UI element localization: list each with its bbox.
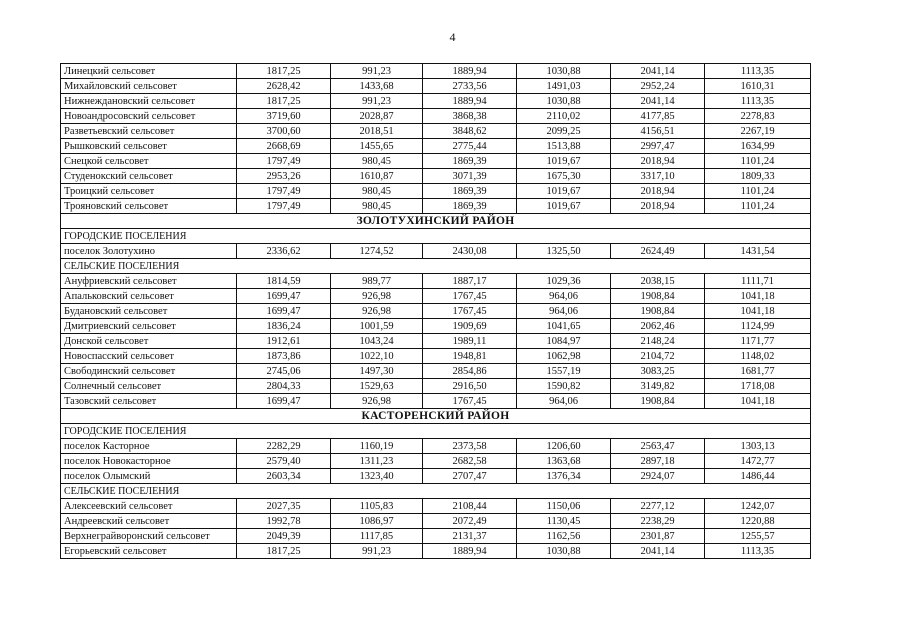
- value-cell-3: 1887,17: [423, 274, 517, 289]
- value-cell-5: 2277,12: [611, 499, 705, 514]
- value-cell-5: 2041,14: [611, 64, 705, 79]
- value-cell-5: 2624,49: [611, 244, 705, 259]
- value-cell-2: 1001,59: [331, 319, 423, 334]
- section-label: СЕЛЬСКИЕ ПОСЕЛЕНИЯ: [61, 484, 811, 499]
- settlement-name: Егорьевский сельсовет: [61, 544, 237, 559]
- table-row: [61, 439, 811, 454]
- value-cell-3: 1948,81: [423, 349, 517, 364]
- table-row: [61, 169, 811, 184]
- value-cell-6: 1101,24: [705, 184, 811, 199]
- table-row: [61, 139, 811, 154]
- section-header-row: [61, 424, 811, 439]
- value-cell-2: 1117,85: [331, 529, 423, 544]
- section-header-row: [61, 229, 811, 244]
- section-label: ГОРОДСКИЕ ПОСЕЛЕНИЯ: [61, 229, 811, 244]
- value-cell-3: 1889,94: [423, 64, 517, 79]
- value-cell-3: 1767,45: [423, 394, 517, 409]
- value-cell-5: 2897,18: [611, 454, 705, 469]
- value-cell-4: 1041,65: [517, 319, 611, 334]
- value-cell-4: 1675,30: [517, 169, 611, 184]
- value-cell-5: 2997,47: [611, 139, 705, 154]
- settlement-name: Разветьевский сельсовет: [61, 124, 237, 139]
- value-cell-4: 1376,34: [517, 469, 611, 484]
- value-cell-1: 1797,49: [237, 184, 331, 199]
- settlement-name: поселок Касторное: [61, 439, 237, 454]
- settlement-name: поселок Новокасторное: [61, 454, 237, 469]
- settlement-name: Новоспасский сельсовет: [61, 349, 237, 364]
- value-cell-3: 1767,45: [423, 289, 517, 304]
- value-cell-5: 2301,87: [611, 529, 705, 544]
- value-cell-4: 964,06: [517, 289, 611, 304]
- settlement-name: Будановский сельсовет: [61, 304, 237, 319]
- value-cell-2: 991,23: [331, 544, 423, 559]
- value-cell-3: 1909,69: [423, 319, 517, 334]
- table-row: [61, 544, 811, 559]
- value-cell-6: 1124,99: [705, 319, 811, 334]
- value-cell-5: 2018,94: [611, 154, 705, 169]
- value-cell-3: 2916,50: [423, 379, 517, 394]
- value-cell-5: 2238,29: [611, 514, 705, 529]
- section-label: ГОРОДСКИЕ ПОСЕЛЕНИЯ: [61, 424, 811, 439]
- value-cell-5: 2924,07: [611, 469, 705, 484]
- settlement-name: Снецкой сельсовет: [61, 154, 237, 169]
- value-cell-6: 1255,57: [705, 529, 811, 544]
- table-row: [61, 184, 811, 199]
- settlement-name: Ануфриевский сельсовет: [61, 274, 237, 289]
- value-cell-2: 1323,40: [331, 469, 423, 484]
- table-row: [61, 244, 811, 259]
- value-cell-6: 2267,19: [705, 124, 811, 139]
- value-cell-2: 926,98: [331, 394, 423, 409]
- value-cell-6: 1148,02: [705, 349, 811, 364]
- table-row: [61, 469, 811, 484]
- value-cell-5: 2563,47: [611, 439, 705, 454]
- value-cell-3: 2854,86: [423, 364, 517, 379]
- value-cell-2: 1105,83: [331, 499, 423, 514]
- value-cell-3: 2430,08: [423, 244, 517, 259]
- table-body: [61, 64, 811, 559]
- page-number: 4: [449, 30, 456, 44]
- value-cell-5: 4156,51: [611, 124, 705, 139]
- value-cell-3: 2707,47: [423, 469, 517, 484]
- value-cell-5: 2018,94: [611, 184, 705, 199]
- value-cell-2: 1022,10: [331, 349, 423, 364]
- value-cell-4: 1030,88: [517, 64, 611, 79]
- value-cell-3: 2733,56: [423, 79, 517, 94]
- value-cell-2: 1086,97: [331, 514, 423, 529]
- value-cell-4: 2099,25: [517, 124, 611, 139]
- value-cell-3: 1869,39: [423, 154, 517, 169]
- value-cell-6: 1472,77: [705, 454, 811, 469]
- value-cell-5: 1908,84: [611, 394, 705, 409]
- value-cell-4: 964,06: [517, 304, 611, 319]
- value-cell-6: 1111,71: [705, 274, 811, 289]
- value-cell-1: 1797,49: [237, 154, 331, 169]
- value-cell-2: 991,23: [331, 94, 423, 109]
- settlement-name: Верхнеграйворонский сельсовет: [61, 529, 237, 544]
- settlement-name: Андреевский сельсовет: [61, 514, 237, 529]
- value-cell-3: 2131,37: [423, 529, 517, 544]
- value-cell-1: 2603,34: [237, 469, 331, 484]
- value-cell-4: 1150,06: [517, 499, 611, 514]
- settlement-name: Троицкий сельсовет: [61, 184, 237, 199]
- table-row: [61, 64, 811, 79]
- value-cell-6: 1041,18: [705, 394, 811, 409]
- value-cell-2: 1311,23: [331, 454, 423, 469]
- value-cell-1: 2579,40: [237, 454, 331, 469]
- table-row: [61, 514, 811, 529]
- value-cell-4: 1062,98: [517, 349, 611, 364]
- value-cell-3: 2775,44: [423, 139, 517, 154]
- value-cell-2: 1274,52: [331, 244, 423, 259]
- table-row: [61, 379, 811, 394]
- value-cell-2: 1043,24: [331, 334, 423, 349]
- settlement-name: Апальковский сельсовет: [61, 289, 237, 304]
- table-row: [61, 289, 811, 304]
- value-cell-3: 2373,58: [423, 439, 517, 454]
- value-cell-2: 1160,19: [331, 439, 423, 454]
- value-cell-6: 1486,44: [705, 469, 811, 484]
- value-cell-3: 1889,94: [423, 94, 517, 109]
- value-cell-5: 3149,82: [611, 379, 705, 394]
- value-cell-1: 2804,33: [237, 379, 331, 394]
- settlement-name: Михайловский сельсовет: [61, 79, 237, 94]
- settlement-name: Дмитриевский сельсовет: [61, 319, 237, 334]
- value-cell-6: 1718,08: [705, 379, 811, 394]
- value-cell-1: 2668,69: [237, 139, 331, 154]
- value-cell-1: 1817,25: [237, 64, 331, 79]
- value-cell-4: 1130,45: [517, 514, 611, 529]
- settlement-name: Рышковский сельсовет: [61, 139, 237, 154]
- value-cell-2: 989,77: [331, 274, 423, 289]
- value-cell-5: 2018,94: [611, 199, 705, 214]
- settlement-name: Донской сельсовет: [61, 334, 237, 349]
- value-cell-6: 1113,35: [705, 64, 811, 79]
- table-row: [61, 334, 811, 349]
- value-cell-5: 1908,84: [611, 304, 705, 319]
- value-cell-1: 1992,78: [237, 514, 331, 529]
- value-cell-5: 2148,24: [611, 334, 705, 349]
- value-cell-1: 1817,25: [237, 544, 331, 559]
- table-row: [61, 319, 811, 334]
- tariff-table: [60, 63, 811, 559]
- value-cell-3: 2108,44: [423, 499, 517, 514]
- table-row: [61, 349, 811, 364]
- table-row: [61, 154, 811, 169]
- value-cell-1: 2336,62: [237, 244, 331, 259]
- value-cell-6: 1431,54: [705, 244, 811, 259]
- value-cell-1: 1699,47: [237, 394, 331, 409]
- value-cell-2: 1455,65: [331, 139, 423, 154]
- value-cell-6: 1041,18: [705, 289, 811, 304]
- value-cell-1: 1814,59: [237, 274, 331, 289]
- value-cell-1: 2745,06: [237, 364, 331, 379]
- value-cell-6: 1681,77: [705, 364, 811, 379]
- value-cell-5: 3083,25: [611, 364, 705, 379]
- table-row: [61, 94, 811, 109]
- table-row: [61, 499, 811, 514]
- value-cell-4: 1084,97: [517, 334, 611, 349]
- value-cell-4: 1590,82: [517, 379, 611, 394]
- value-cell-4: 1325,50: [517, 244, 611, 259]
- value-cell-3: 2682,58: [423, 454, 517, 469]
- value-cell-5: 2062,46: [611, 319, 705, 334]
- table-row: [61, 109, 811, 124]
- value-cell-3: 1869,39: [423, 199, 517, 214]
- settlement-name: поселок Золотухино: [61, 244, 237, 259]
- table-row: [61, 199, 811, 214]
- table-row: [61, 454, 811, 469]
- value-cell-1: 2628,42: [237, 79, 331, 94]
- district-name: ЗОЛОТУХИНСКИЙ РАЙОН: [61, 214, 811, 229]
- table-row: [61, 394, 811, 409]
- value-cell-2: 1497,30: [331, 364, 423, 379]
- table-row: [61, 124, 811, 139]
- value-cell-2: 1529,63: [331, 379, 423, 394]
- section-header-row: [61, 259, 811, 274]
- value-cell-1: 1797,49: [237, 199, 331, 214]
- settlement-name: Свободинский сельсовет: [61, 364, 237, 379]
- settlement-name: Тазовский сельсовет: [61, 394, 237, 409]
- value-cell-1: 1836,24: [237, 319, 331, 334]
- value-cell-3: 3848,62: [423, 124, 517, 139]
- value-cell-4: 1363,68: [517, 454, 611, 469]
- value-cell-4: 1162,56: [517, 529, 611, 544]
- settlement-name: Алексеевский сельсовет: [61, 499, 237, 514]
- district-header-row: [61, 409, 811, 424]
- value-cell-3: 1869,39: [423, 184, 517, 199]
- value-cell-2: 1433,68: [331, 79, 423, 94]
- value-cell-6: 1101,24: [705, 199, 811, 214]
- value-cell-1: 2027,35: [237, 499, 331, 514]
- district-name: КАСТОРЕНСКИЙ РАЙОН: [61, 409, 811, 424]
- value-cell-3: 1889,94: [423, 544, 517, 559]
- value-cell-3: 1989,11: [423, 334, 517, 349]
- value-cell-4: 1030,88: [517, 94, 611, 109]
- settlement-name: Новоандросовский сельсовет: [61, 109, 237, 124]
- value-cell-1: 2049,39: [237, 529, 331, 544]
- value-cell-6: 1634,99: [705, 139, 811, 154]
- value-cell-3: 2072,49: [423, 514, 517, 529]
- value-cell-5: 2041,14: [611, 544, 705, 559]
- value-cell-5: 4177,85: [611, 109, 705, 124]
- value-cell-1: 1817,25: [237, 94, 331, 109]
- value-cell-1: 2282,29: [237, 439, 331, 454]
- value-cell-6: 1610,31: [705, 79, 811, 94]
- table-row: [61, 529, 811, 544]
- settlement-name: поселок Олымский: [61, 469, 237, 484]
- value-cell-3: 1767,45: [423, 304, 517, 319]
- value-cell-6: 1242,07: [705, 499, 811, 514]
- value-cell-4: 1030,88: [517, 544, 611, 559]
- value-cell-6: 1041,18: [705, 304, 811, 319]
- value-cell-6: 2278,83: [705, 109, 811, 124]
- settlement-name: Трояновский сельсовет: [61, 199, 237, 214]
- value-cell-1: 1912,61: [237, 334, 331, 349]
- value-cell-4: 1513,88: [517, 139, 611, 154]
- settlement-name: Студенокский сельсовет: [61, 169, 237, 184]
- value-cell-5: 1908,84: [611, 289, 705, 304]
- settlement-name: Солнечный сельсовет: [61, 379, 237, 394]
- section-header-row: [61, 484, 811, 499]
- value-cell-1: 1873,86: [237, 349, 331, 364]
- value-cell-2: 980,45: [331, 199, 423, 214]
- value-cell-3: 3868,38: [423, 109, 517, 124]
- value-cell-1: 1699,47: [237, 289, 331, 304]
- value-cell-6: 1113,35: [705, 544, 811, 559]
- value-cell-1: 3700,60: [237, 124, 331, 139]
- value-cell-4: 1029,36: [517, 274, 611, 289]
- value-cell-1: 2953,26: [237, 169, 331, 184]
- value-cell-4: 2110,02: [517, 109, 611, 124]
- district-header-row: [61, 214, 811, 229]
- value-cell-2: 2018,51: [331, 124, 423, 139]
- value-cell-5: 2038,15: [611, 274, 705, 289]
- value-cell-2: 980,45: [331, 184, 423, 199]
- value-cell-5: 2952,24: [611, 79, 705, 94]
- value-cell-4: 1019,67: [517, 154, 611, 169]
- value-cell-1: 1699,47: [237, 304, 331, 319]
- value-cell-6: 1113,35: [705, 94, 811, 109]
- value-cell-6: 1171,77: [705, 334, 811, 349]
- settlement-name: Линецкий сельсовет: [61, 64, 237, 79]
- value-cell-3: 3071,39: [423, 169, 517, 184]
- value-cell-4: 964,06: [517, 394, 611, 409]
- value-cell-4: 1557,19: [517, 364, 611, 379]
- value-cell-2: 980,45: [331, 154, 423, 169]
- value-cell-2: 991,23: [331, 64, 423, 79]
- value-cell-6: 1220,88: [705, 514, 811, 529]
- value-cell-4: 1019,67: [517, 184, 611, 199]
- table-row: [61, 274, 811, 289]
- value-cell-2: 1610,87: [331, 169, 423, 184]
- table-row: [61, 364, 811, 379]
- value-cell-5: 3317,10: [611, 169, 705, 184]
- value-cell-2: 2028,87: [331, 109, 423, 124]
- section-label: СЕЛЬСКИЕ ПОСЕЛЕНИЯ: [61, 259, 811, 274]
- value-cell-2: 926,98: [331, 304, 423, 319]
- value-cell-5: 2104,72: [611, 349, 705, 364]
- value-cell-6: 1809,33: [705, 169, 811, 184]
- value-cell-5: 2041,14: [611, 94, 705, 109]
- value-cell-4: 1206,60: [517, 439, 611, 454]
- value-cell-1: 3719,60: [237, 109, 331, 124]
- value-cell-6: 1101,24: [705, 154, 811, 169]
- table-row: [61, 79, 811, 94]
- value-cell-4: 1491,03: [517, 79, 611, 94]
- settlement-name: Нижнеждановский сельсовет: [61, 94, 237, 109]
- value-cell-4: 1019,67: [517, 199, 611, 214]
- value-cell-2: 926,98: [331, 289, 423, 304]
- value-cell-6: 1303,13: [705, 439, 811, 454]
- table-row: [61, 304, 811, 319]
